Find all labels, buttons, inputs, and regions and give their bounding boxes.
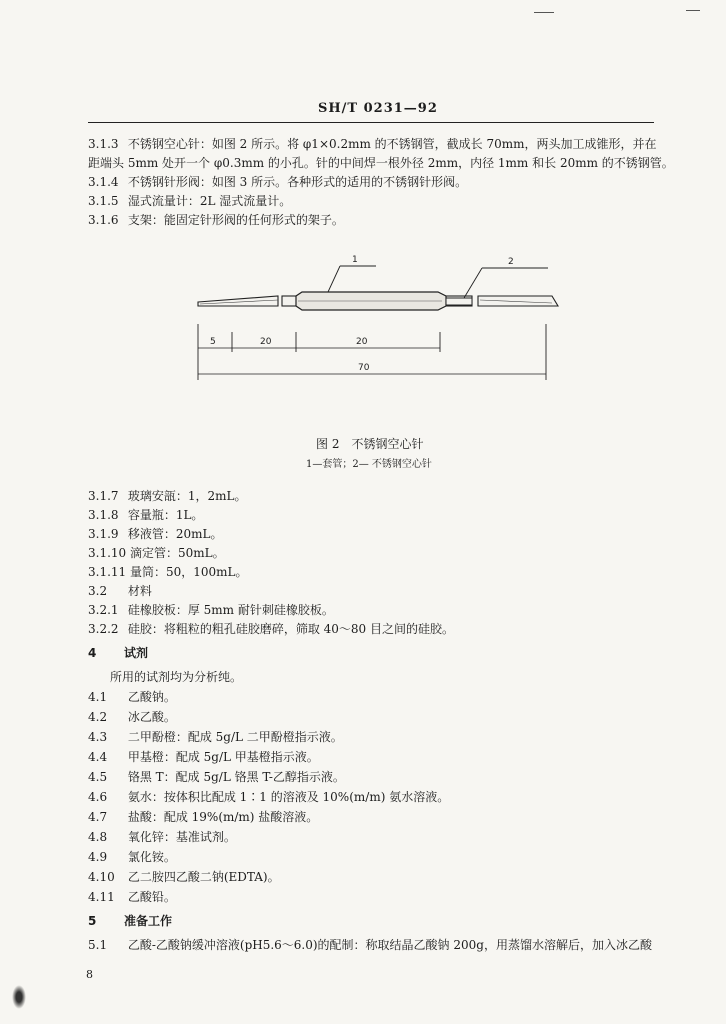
dimension-70: 70: [358, 363, 370, 373]
clause-number: 4.10: [88, 870, 115, 884]
text-line-32: [88, 582, 152, 600]
reagent-item: [88, 828, 236, 846]
clause-text: 氧化锌：基准试剂。: [127, 830, 236, 844]
page-number: 8: [86, 968, 93, 981]
figure-legend: 1—套管；2— 不锈钢空心针: [306, 459, 432, 470]
clause-text: 材料: [127, 584, 152, 598]
prep-item: [88, 936, 652, 954]
clause-text: 移液管：20mL。: [127, 527, 223, 541]
clause-number: 3.2.2: [88, 622, 119, 636]
clause-text: 氨水：按体积比配成 1∶1 的溶液及 10%(m/m) 氨水溶液。: [127, 790, 450, 804]
text-line-3110: [88, 544, 225, 562]
doc-code: SH/T 0231—92: [318, 101, 438, 116]
clause-text: 乙酸钠。: [127, 690, 176, 704]
clause-number: 3.2: [88, 584, 108, 598]
text-line-315: [88, 192, 291, 210]
clause-text: 甲基橙：配成 5g/L 甲基橙指示液。: [127, 750, 319, 764]
scan-mark: [12, 985, 26, 1009]
needle-left-segment: [198, 296, 278, 306]
clause-number: 4.7: [88, 810, 108, 824]
reagent-item: [88, 868, 280, 886]
clause-number: 4.1: [88, 690, 108, 704]
text-line-322: [88, 620, 454, 638]
clause-text: 氯化铵。: [127, 850, 176, 864]
clause-number: 4.5: [88, 770, 108, 784]
section-5-heading: [88, 912, 172, 930]
clause-number: 3.1.10: [88, 546, 127, 560]
section-title: 准备工作: [124, 914, 173, 928]
clause-text: 不锈钢针形阀：如图 3 所示。各种形式的适用的不锈钢针形阀。: [127, 175, 468, 189]
clause-number: 3.2.1: [88, 603, 119, 617]
figure-title: 图 2 不锈钢空心针: [316, 437, 424, 451]
dimension-5: 5: [210, 337, 216, 347]
scan-mark: [686, 10, 700, 11]
section-number: 4: [88, 646, 97, 660]
clause-number: 3.1.6: [88, 213, 119, 227]
header-rule: [88, 122, 654, 123]
reagent-item: [88, 768, 345, 786]
clause-number: 4.8: [88, 830, 108, 844]
figure-label-2: 2: [508, 257, 514, 267]
reagent-item: [88, 708, 176, 726]
dimension-20a: 20: [260, 337, 272, 347]
clause-number: 4.6: [88, 790, 108, 804]
reagent-item: [88, 728, 343, 746]
text-line-319: [88, 525, 222, 543]
reagent-item: [88, 748, 319, 766]
section-number: 5: [88, 914, 97, 928]
reagent-item: [88, 788, 449, 806]
clause-text: 乙酸铅。: [127, 890, 176, 904]
clause-text: 滴定管：50mL。: [130, 546, 225, 560]
clause-text: 乙酸-乙酸钠缓冲溶液(pH5.6～6.0)的配制：称取结晶乙酸钠 200g，用蒸馏水溶解后，加入冰乙酸: [127, 938, 652, 952]
text-line-317: [88, 487, 246, 505]
clause-text: 支架：能固定针形阀的任何形式的架子。: [127, 213, 344, 227]
clause-number: 3.1.9: [88, 527, 119, 541]
clause-number: 3.1.3: [88, 137, 119, 151]
clause-text: 乙二胺四乙酸二钠(EDTA)。: [127, 870, 280, 884]
clause-text: 二甲酚橙：配成 5g/L 二甲酚橙指示液。: [127, 730, 343, 744]
clause-number: 4.3: [88, 730, 108, 744]
reagent-item: [88, 888, 176, 906]
clause-number: 5.1: [88, 938, 108, 952]
needle-right-segment: [478, 296, 558, 306]
clause-number: 4.9: [88, 850, 108, 864]
clause-text: 冰乙酸。: [127, 710, 176, 724]
text-line-3111: [88, 563, 248, 581]
text-line-314: [88, 173, 467, 191]
scan-mark: [534, 12, 554, 13]
section-4-intro: 所用的试剂均为分析纯。: [110, 670, 243, 684]
clause-number: 3.1.11: [88, 565, 127, 579]
clause-text: 铬黑 T：配成 5g/L 铬黑 T-乙醇指示液。: [127, 770, 345, 784]
clause-text: 容量瓶：1L。: [127, 508, 204, 522]
text-line-313: [88, 135, 657, 153]
dimension-20b: 20: [356, 337, 368, 347]
reagent-item: [88, 808, 318, 826]
clause-text: 硅橡胶板：厚 5mm 耐针刺硅橡胶板。: [127, 603, 334, 617]
text-line-318: [88, 506, 203, 524]
clause-number: 4.4: [88, 750, 108, 764]
text-line-313-cont: [88, 154, 674, 172]
clause-text: 湿式流量计：2L 湿式流量计。: [127, 194, 292, 208]
clause-number: 4.2: [88, 710, 108, 724]
figure-hollow-needle: [180, 240, 570, 390]
section-title: 试剂: [124, 646, 149, 660]
figure-label-1: 1: [352, 255, 358, 265]
clause-text: 硅胶：将粗粒的粗孔硅胶磨碎，筛取 40～80 目之间的硅胶。: [127, 622, 454, 636]
reagent-item: [88, 848, 176, 866]
text-line-321: [88, 601, 334, 619]
clause-number: 3.1.5: [88, 194, 119, 208]
clause-number: 3.1.4: [88, 175, 119, 189]
clause-number: 3.1.7: [88, 489, 119, 503]
section-4-heading: [88, 644, 148, 662]
clause-number: 4.11: [88, 890, 115, 904]
text-line-316: [88, 211, 344, 229]
clause-text: 距端头 5mm 处开一个 φ0.3mm 的小孔。针的中间焊一根外径 2mm，内径 1mm 和长 20mm 的不锈钢管。: [88, 156, 674, 170]
clause-text: 盐酸：配成 19%(m/m) 盐酸溶液。: [127, 810, 319, 824]
clause-text: 不锈钢空心针：如图 2 所示。将 φ1×0.2mm 的不锈钢管，截成长 70mm，两头加工成锥形，并在: [127, 137, 657, 151]
reagent-item: [88, 688, 176, 706]
clause-number: 3.1.8: [88, 508, 119, 522]
clause-text: 量筒：50，100mL。: [130, 565, 248, 579]
clause-text: 玻璃安瓿：1，2mL。: [127, 489, 247, 503]
